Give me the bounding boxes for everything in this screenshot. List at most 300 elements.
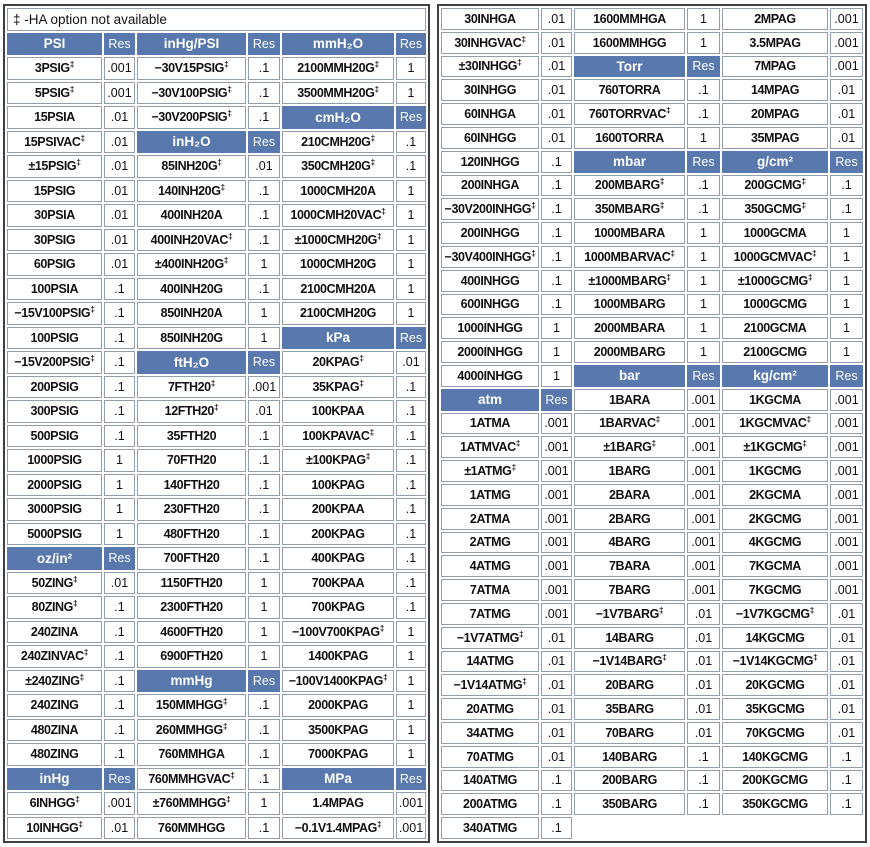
model-cell: 240ZING [7, 694, 102, 717]
model-cell: 230FTH20 [137, 498, 246, 521]
res-cell: .1 [104, 694, 135, 717]
model-cell: −30V15PSIG‡ [137, 57, 246, 80]
empty-cell [574, 817, 720, 839]
res-cell: .1 [541, 198, 572, 220]
res-cell: .001 [541, 603, 572, 625]
dagger-mark: ‡ [210, 377, 216, 388]
res-cell: .001 [830, 532, 863, 554]
dagger-mark: ‡ [80, 132, 85, 143]
model-cell: 200PSIG [7, 376, 102, 399]
pressure-table-right [437, 4, 867, 843]
model-cell: 2KGCMG [722, 508, 828, 530]
model-cell: 30PSIA [7, 204, 102, 227]
model-cell: 100KPAVAC‡ [282, 425, 394, 448]
res-cell: .001 [104, 792, 135, 815]
model-cell: 480FTH20 [137, 523, 246, 546]
model-cell: ±100KPAG‡ [282, 449, 394, 472]
model-cell: 200ATMG [441, 793, 539, 815]
model-cell: ±1BARG‡ [574, 436, 685, 458]
res-cell: .01 [104, 229, 135, 252]
res-cell: .1 [248, 474, 280, 497]
model-cell: ±1000GCMG‡ [722, 270, 828, 292]
res-cell: 1 [396, 278, 426, 301]
res-cell: 1 [248, 596, 280, 619]
res-cell: .1 [396, 376, 426, 399]
dagger-mark: ‡ [517, 57, 522, 68]
model-cell: 30INHGVAC‡ [441, 32, 539, 54]
model-cell: 1000MBARG [574, 294, 685, 316]
res-cell: .01 [830, 722, 863, 744]
res-cell: .1 [396, 498, 426, 521]
res-cell: .1 [248, 719, 280, 742]
model-cell: 70FTH20 [137, 449, 246, 472]
model-cell: 70BARG [574, 722, 685, 744]
model-cell: −1V7BARG‡ [574, 603, 685, 625]
model-cell: 34ATMG [441, 722, 539, 744]
model-cell: 7KGCMG [722, 579, 828, 601]
model-cell: 7KGCMA [722, 555, 828, 577]
model-cell: 140ATMG [441, 770, 539, 792]
res-cell: .01 [830, 651, 863, 673]
res-cell: .1 [104, 425, 135, 448]
res-cell: .1 [830, 198, 863, 220]
res-header: Res [687, 56, 720, 78]
model-cell: 1KGCMA [722, 389, 828, 411]
res-cell: .1 [541, 270, 572, 292]
res-cell: .1 [396, 425, 426, 448]
model-cell: 2ATMG [441, 532, 539, 554]
res-cell: .01 [541, 746, 572, 768]
model-cell: 5000PSIG [7, 523, 102, 546]
res-cell: .1 [104, 621, 135, 644]
model-cell: 200KPAA [282, 498, 394, 521]
res-cell: 1 [396, 645, 426, 668]
res-cell: .001 [687, 389, 720, 411]
res-cell: .01 [104, 131, 135, 154]
model-cell: 80ZING‡ [7, 596, 102, 619]
model-cell: 2000KPAG [282, 694, 394, 717]
dagger-mark: ‡ [658, 604, 664, 615]
model-cell: 2000MBARG [574, 341, 685, 363]
res-header: Res [830, 365, 863, 387]
res-header: Res [541, 389, 572, 411]
dagger-mark: ‡ [665, 104, 671, 115]
model-cell: 350CMH20G‡ [282, 155, 394, 178]
res-header: Res [396, 106, 426, 129]
model-cell: ±400INH20G‡ [137, 253, 246, 276]
res-cell: .1 [396, 449, 426, 472]
res-cell: .01 [687, 627, 720, 649]
res-cell: .01 [687, 674, 720, 696]
model-cell: 70KGCMG [722, 722, 828, 744]
res-cell: .1 [104, 645, 135, 668]
dagger-mark: ‡ [666, 271, 671, 282]
model-cell: 200BARG [574, 770, 685, 792]
res-cell: .1 [541, 175, 572, 197]
model-cell: 20BARG [574, 674, 685, 696]
model-cell: 7MPAG [722, 56, 828, 78]
res-cell: .1 [396, 474, 426, 497]
model-cell: 480ZINA [7, 719, 102, 742]
dagger-mark: ‡ [802, 438, 807, 449]
model-cell: 1KGCMVAC‡ [722, 413, 828, 435]
res-cell: .1 [830, 746, 863, 768]
dagger-mark: ‡ [659, 200, 665, 211]
res-cell: .001 [687, 460, 720, 482]
model-cell: 200MBARG‡ [574, 175, 685, 197]
section-header: kPa [282, 327, 394, 350]
res-cell: 1 [396, 719, 426, 742]
dagger-mark: ‡ [521, 33, 526, 44]
model-cell: 7FTH20‡ [137, 376, 246, 399]
model-cell: 140BARG [574, 746, 685, 768]
res-cell: .01 [104, 253, 135, 276]
dagger-mark: ‡ [76, 157, 81, 168]
dagger-mark: ‡ [365, 451, 371, 462]
res-cell: .1 [104, 327, 135, 350]
model-cell: 35KPAG‡ [282, 376, 394, 399]
res-cell: .01 [104, 155, 135, 178]
section-header: inHg/PSI [137, 33, 246, 56]
model-cell: 760TORRVAC‡ [574, 103, 685, 125]
dagger-mark: ‡ [359, 353, 364, 364]
section-header: mmH₂O [282, 33, 394, 56]
model-cell: 240ZINA [7, 621, 102, 644]
model-cell: 7BARA [574, 555, 685, 577]
res-cell: 1 [687, 294, 720, 316]
res-cell: .001 [687, 484, 720, 506]
res-cell: .1 [687, 746, 720, 768]
model-cell: 20ATMG [441, 698, 539, 720]
dagger-mark: ‡ [809, 604, 815, 615]
res-cell: .001 [830, 32, 863, 54]
res-cell: .1 [248, 82, 280, 105]
model-cell: 3PSIG‡ [7, 57, 102, 80]
section-header: Torr [574, 56, 685, 78]
pressure-table-left [3, 4, 430, 843]
res-cell: .1 [541, 817, 572, 839]
model-cell: 1000MBARA [574, 222, 685, 244]
model-cell: 15PSIA [7, 106, 102, 129]
model-cell: 2000MBARA [574, 317, 685, 339]
model-cell: −0.1V1.4MPAG‡ [282, 817, 394, 840]
dagger-mark: ‡ [655, 414, 660, 425]
model-cell: 500PSIG [7, 425, 102, 448]
res-header: Res [830, 151, 863, 173]
res-cell: 1 [104, 449, 135, 472]
res-cell: .1 [830, 770, 863, 792]
model-cell: 1000MBARVAC‡ [574, 246, 685, 268]
res-cell: 1 [541, 365, 572, 387]
model-cell: −1V7ATMG‡ [441, 627, 539, 649]
model-cell: 3500MMH20G‡ [282, 82, 394, 105]
model-cell: 70ATMG [441, 746, 539, 768]
res-cell: .01 [541, 651, 572, 673]
res-cell: .01 [541, 79, 572, 101]
model-cell: 30PSIG [7, 229, 102, 252]
dagger-mark: ‡ [515, 438, 521, 449]
res-cell: .001 [830, 413, 863, 435]
model-cell: 200GCMG‡ [722, 175, 828, 197]
res-cell: 1 [687, 222, 720, 244]
res-cell: 1 [396, 302, 426, 325]
model-cell: 1000PSIG [7, 449, 102, 472]
model-cell: 35FTH20 [137, 425, 246, 448]
model-cell: 700KPAA [282, 572, 394, 595]
model-cell: 150MMHGG‡ [137, 694, 246, 717]
model-cell: 60INHGA [441, 103, 539, 125]
model-cell: ±15PSIG‡ [7, 155, 102, 178]
res-cell: .01 [104, 817, 135, 840]
res-cell: 1 [396, 253, 426, 276]
model-cell: 30INHGG [441, 79, 539, 101]
res-cell: .001 [541, 460, 572, 482]
model-cell: 4600FTH20 [137, 621, 246, 644]
dagger-mark: ‡ [90, 353, 95, 364]
res-cell: .01 [104, 572, 135, 595]
model-cell: 760MMHGG [137, 817, 246, 840]
res-header: Res [248, 33, 280, 56]
res-cell: 1 [396, 229, 426, 252]
res-header: Res [104, 33, 135, 56]
model-cell: 850INH20G [137, 327, 246, 350]
dagger-mark: ‡ [801, 176, 806, 187]
model-cell: 700KPAG [282, 596, 394, 619]
res-header: Res [396, 768, 426, 791]
res-cell: .1 [396, 523, 426, 546]
res-cell: .01 [687, 603, 720, 625]
res-cell: .1 [396, 547, 426, 570]
res-cell: 1 [830, 294, 863, 316]
res-cell: .1 [396, 400, 426, 423]
model-cell: 7ATMG [441, 603, 539, 625]
model-cell: 2BARG [574, 508, 685, 530]
res-cell: .001 [541, 532, 572, 554]
model-cell: 35MPAG [722, 127, 828, 149]
model-cell: 2100CMH20A [282, 278, 394, 301]
dagger-mark: ‡ [511, 461, 516, 472]
res-header: Res [396, 33, 426, 56]
res-cell: 1 [248, 253, 280, 276]
dagger-mark: ‡ [75, 794, 80, 805]
res-cell: .1 [248, 278, 280, 301]
res-cell: .001 [830, 555, 863, 577]
section-header: g/cm² [722, 151, 828, 173]
res-cell: 1 [687, 32, 720, 54]
model-cell: 2100CMH20G [282, 302, 394, 325]
res-cell: 1 [104, 523, 135, 546]
model-cell: 15PSIG [7, 180, 102, 203]
dagger-mark: ‡ [377, 230, 382, 241]
model-cell: ±1000MBARG‡ [574, 270, 685, 292]
model-cell: 350MBARG‡ [574, 198, 685, 220]
model-cell: ±760MMHGG‡ [137, 792, 246, 815]
dagger-mark: ‡ [69, 59, 75, 70]
model-cell: 1ATMG [441, 484, 539, 506]
dagger-mark: ‡ [79, 671, 84, 682]
model-cell: 1000CMH20A [282, 180, 394, 203]
dagger-mark: ‡ [813, 652, 818, 663]
model-cell: 1000GCMG [722, 294, 828, 316]
res-cell: 1 [541, 317, 572, 339]
model-cell: 1150FTH20 [137, 572, 246, 595]
res-header: Res [687, 151, 720, 173]
res-cell: .01 [541, 674, 572, 696]
res-cell: .1 [248, 57, 280, 80]
res-cell: .001 [687, 508, 720, 530]
model-cell: 140INH20G‡ [137, 180, 246, 203]
model-cell: 5PSIG‡ [7, 82, 102, 105]
section-header: PSI [7, 33, 102, 56]
model-cell: 1600TORRA [574, 127, 685, 149]
res-cell: .1 [248, 498, 280, 521]
model-cell: 200KGCMG [722, 770, 828, 792]
dagger-mark: ‡ [518, 628, 524, 639]
res-cell: 1 [104, 474, 135, 497]
res-cell: .1 [687, 198, 720, 220]
model-cell: 700FTH20 [137, 547, 246, 570]
res-cell: .01 [541, 722, 572, 744]
model-cell: 2000PSIG [7, 474, 102, 497]
res-cell: .001 [687, 579, 720, 601]
res-cell: .1 [248, 180, 280, 203]
model-cell: 850INH20A [137, 302, 246, 325]
model-cell: 340ATMG [441, 817, 539, 839]
res-cell: .1 [541, 151, 572, 173]
res-cell: .1 [396, 596, 426, 619]
res-cell: 1 [687, 246, 720, 268]
dagger-mark: ‡ [78, 818, 83, 829]
model-cell: 140FTH20 [137, 474, 246, 497]
res-cell: .1 [541, 222, 572, 244]
dagger-mark: ‡ [376, 818, 382, 829]
dagger-mark: ‡ [812, 247, 817, 258]
res-cell: 1 [687, 270, 720, 292]
dagger-mark: ‡ [73, 573, 78, 584]
model-cell: 35BARG [574, 698, 685, 720]
model-cell: 480ZING [7, 743, 102, 766]
model-cell: 4KGCMG [722, 532, 828, 554]
dagger-mark: ‡ [226, 794, 231, 805]
section-header: oz/in² [7, 547, 102, 570]
res-cell: 1 [396, 743, 426, 766]
model-cell: 85INH20G‡ [137, 155, 246, 178]
res-cell: .1 [541, 246, 572, 268]
model-cell: 2000INHGG [441, 341, 539, 363]
model-cell: ±1ATMG‡ [441, 460, 539, 482]
empty-cell [722, 817, 863, 839]
model-cell: 100KPAA [282, 400, 394, 423]
model-cell: 2100MMH20G‡ [282, 57, 394, 80]
res-cell: 1 [830, 341, 863, 363]
res-cell: .01 [248, 155, 280, 178]
res-header: Res [396, 327, 426, 350]
dagger-mark: ‡ [531, 200, 536, 211]
model-cell: −100V1400KPAG‡ [282, 670, 394, 693]
model-cell: 7000KPAG [282, 743, 394, 766]
res-cell: .1 [687, 103, 720, 125]
model-cell: 1600MMHGA [574, 8, 685, 30]
model-cell: 400INH20G [137, 278, 246, 301]
res-cell: .01 [541, 127, 572, 149]
model-cell: 3000PSIG [7, 498, 102, 521]
res-cell: .01 [541, 103, 572, 125]
res-cell: .001 [104, 82, 135, 105]
model-cell: 10INHGG‡ [7, 817, 102, 840]
res-cell: .1 [104, 743, 135, 766]
dagger-mark: ‡ [213, 402, 219, 413]
model-cell: ±1KGCMG‡ [722, 436, 828, 458]
res-cell: 1 [248, 621, 280, 644]
res-cell: .01 [830, 79, 863, 101]
model-cell: 260MMHGG‡ [137, 719, 246, 742]
res-cell: 1 [687, 341, 720, 363]
model-cell: 1.4MPAG [282, 792, 394, 815]
model-cell: 350KGCMG [722, 793, 828, 815]
res-cell: .01 [830, 674, 863, 696]
res-cell: .001 [830, 484, 863, 506]
res-cell: .01 [830, 603, 863, 625]
dagger-mark: ‡ [531, 247, 536, 258]
res-cell: .1 [687, 770, 720, 792]
model-cell: 120INHGG [441, 151, 539, 173]
model-cell: 200INHGG [441, 222, 539, 244]
model-cell: 400INH20A [137, 204, 246, 227]
model-cell: 60PSIG [7, 253, 102, 276]
res-cell: .01 [830, 627, 863, 649]
section-header: mbar [574, 151, 685, 173]
res-cell: 1 [687, 127, 720, 149]
model-cell: 1000GCMA [722, 222, 828, 244]
res-cell: .1 [104, 596, 135, 619]
res-cell: .001 [396, 792, 426, 815]
model-cell: −15V100PSIG‡ [7, 302, 102, 325]
model-cell: 2300FTH20 [137, 596, 246, 619]
dagger-mark: ‡ [801, 200, 806, 211]
res-cell: .001 [687, 436, 720, 458]
res-header: Res [248, 670, 280, 693]
model-cell: 1000INHGG [441, 317, 539, 339]
res-cell: .01 [248, 400, 280, 423]
section-header: atm [441, 389, 539, 411]
dagger-mark: ‡ [220, 181, 225, 192]
dagger-mark: ‡ [222, 696, 228, 707]
res-cell: .1 [830, 175, 863, 197]
res-cell: .01 [104, 180, 135, 203]
section-header: inHg [7, 768, 102, 791]
res-cell: 1 [396, 57, 426, 80]
model-cell: 200INHGA [441, 175, 539, 197]
model-cell: ±240ZING‡ [7, 670, 102, 693]
res-cell: .1 [396, 155, 426, 178]
dagger-mark: ‡ [670, 247, 675, 258]
model-cell: 760MMHGA [137, 743, 246, 766]
model-cell: 14KGCMG [722, 627, 828, 649]
model-cell: 400INHGG [441, 270, 539, 292]
res-cell: .1 [248, 768, 280, 791]
res-cell: .1 [248, 817, 280, 840]
model-cell: 210CMH20G‡ [282, 131, 394, 154]
res-cell: .01 [687, 722, 720, 744]
model-cell: 20MPAG [722, 103, 828, 125]
res-cell: .01 [687, 698, 720, 720]
model-cell: 400INH20VAC‡ [137, 229, 246, 252]
model-cell: −30V200INHGG‡ [441, 198, 539, 220]
res-cell: .001 [687, 532, 720, 554]
dagger-mark: ‡ [90, 304, 95, 315]
model-cell: −30V400INHGG‡ [441, 246, 539, 268]
res-cell: .1 [248, 547, 280, 570]
